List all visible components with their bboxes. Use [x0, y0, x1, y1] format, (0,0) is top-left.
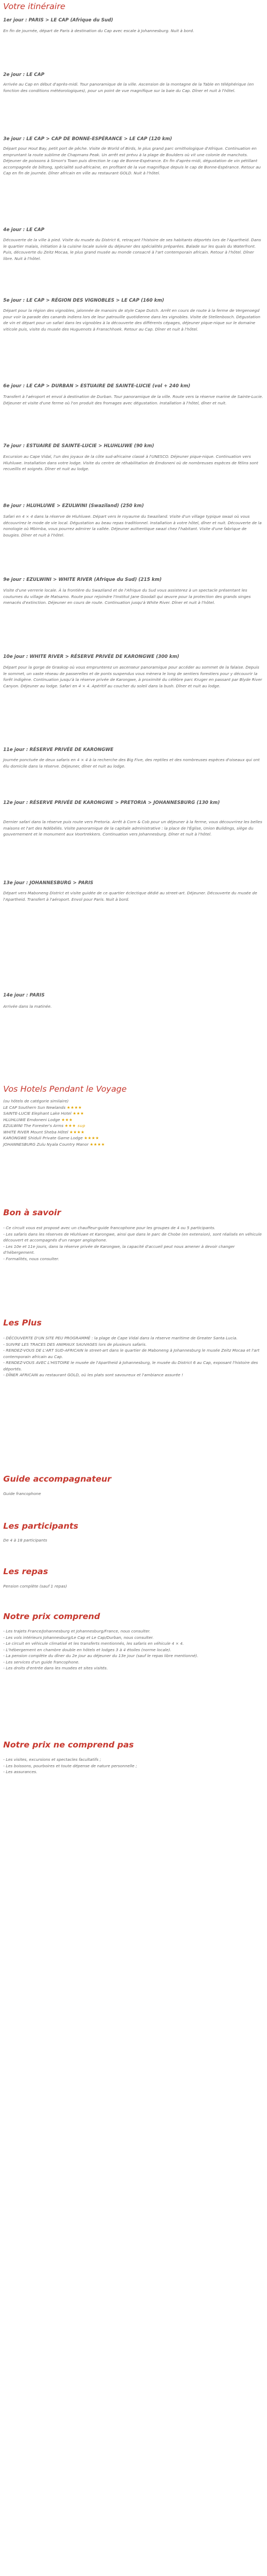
day-5-title: 5e jour : LE CAP > RÉGION DES VIGNOBLES > LE CAP (160 km)	[3, 298, 164, 303]
star-rating-icon: ★★★★	[84, 1136, 99, 1140]
day-11-title: 11e jour : RÉSERVE PRIVÉE DE KARONGWE	[3, 747, 114, 753]
guide-text: Guide francophone	[3, 1491, 41, 1496]
day-1-text: En fin de journée, départ de Paris à destination du Cap avec escale à Johannesburg. Nuit à bord.	[3, 28, 194, 33]
repas-text: Pension complète (sauf 1 repas)	[3, 1584, 67, 1589]
day-7-title: 7e jour : ESTUAIRE DE SAINTE-LUCIE > HLUHLUWE (90 km)	[3, 443, 154, 449]
prix-exclu-item: - Les boissons, pourboires et toute dépense de nature personnelle ;	[3, 1763, 137, 1768]
hotels-intro: (ou hôtels de catégorie similaire)	[3, 1099, 69, 1103]
hotel-name: EZULWINI The Forester's Arms	[3, 1123, 64, 1128]
hotel-name: LE CAP Southern Sun Newlands	[3, 1105, 66, 1110]
prix-item: - Le circuit en véhicule climatisé et les transferts mentionnés, les safaris en véhicule 4 × 4.	[3, 1641, 184, 1646]
day-7-text: Excursion au Cape Vidal, l'un des joyaux de la côte sud-africaine classé à l'UNESCO. Déjeuner pique-nique. Continuation vers Hluhluwe. Installation dans votre lodge. Visite du centre de réhabilitation de Emdoneni où de nombreuses espèces de félins sont recueillis et soignés. Dîner et nuit au lodge.	[3, 454, 258, 471]
prix-comprend-list	[3, 1628, 264, 1672]
prix-ne-comprend-list	[3, 1757, 264, 1775]
star-rating-icon: ★★★	[73, 1111, 84, 1116]
day-12-title: 12e jour : RÉSERVE PRIVÉE DE KARONGWE > PRETORIA > JOHANNESBURG (130 km)	[3, 800, 220, 806]
hotel-item	[3, 1105, 264, 1111]
prix-exclu-item: - Les assurances.	[3, 1769, 37, 1774]
day-12-text: Dernier safari dans la réserve puis route vers Pretoria. Arrêt à Corn & Cob pour un déjeuner à la ferme, vous découvrirez les belles maisons et l'art des Ndébélés. Visite panoramique de la capitale administrative : la place de l'Église, Union Buildings, siège du gouvernement et le monument aux Voortrekkers. Continuation vers Johannesburg. Dîner et nuit à l'hôtel.	[3, 819, 262, 837]
hotel-name: WHITE RIVER Mount Sheba Hôtel	[3, 1129, 68, 1134]
hotel-name: JOHANNESBURG Zulu Nyala Country Manor	[3, 1141, 89, 1147]
itinerary-title: Votre itinéraire	[3, 2, 66, 11]
day-13-text: Départ vers Maboneng District et visite guidée de ce quartier éclectique dédié au street-art. Déjeuner. Découverte du musée de l'Apartheid. Transfert à l'aéroport. Envol pour Paris. Nuit à bord.	[3, 891, 257, 902]
participants-title: Les participants	[3, 1521, 78, 1531]
hotel-name: HLUHLUWE Emdoneni Lodge	[3, 1117, 60, 1122]
info-item: - Les safaris dans les réserves de Hluhluwe et Karongwe, ainsi que dans le parc de Chobe (en extension), sont réalisés en véhicule découvert et accompagnés d'un ranger anglophone.	[3, 1231, 262, 1243]
day-10-text: Départ pour la gorge de Graskop où vous emprunterez un ascenseur panoramique pour accéder au sommet de la falaise. Depuis le sommet, un vaste réseau de passerelles et de ponts suspendus vous mènera le long de sentiers forestiers pour y découvrir la forêt indigène. Continuation jusqu'à la réserve privée de Karongwe, à proximité du célèbre parc Kruger en passant par Blyde River Canyon. Déjeuner au lodge. Safari en 4 × 4. Apéritif au coucher du soleil dans la bush. Dîner et nuit au lodge.	[3, 665, 262, 688]
prix-item: - Les vols intérieurs Johannesburg/Le Cap et Le Cap/Durban, nous consulter.	[3, 1635, 154, 1640]
guide-title: Guide accompagnateur	[3, 1474, 112, 1484]
hotel-item	[3, 1135, 264, 1141]
participants-text: De 4 à 18 participants	[3, 1538, 48, 1543]
day-2-title: 2e jour : LE CAP	[3, 72, 45, 78]
hotels-title: Vos Hotels Pendant le Voyage	[3, 1084, 127, 1094]
day-14-title: 14e jour : PARIS	[3, 993, 45, 998]
day-9-title: 9e jour : EZULWINI > WHITE RIVER (Afrique du Sud) (215 km)	[3, 577, 162, 582]
hotel-item	[3, 1123, 264, 1129]
day-4-text: Découverte de la ville à pied. Visite du musée du District 6, retraçant l'histoire de ses habitants déportés lors de l'Apartheid. Dans le quartier malais, initiation à la cuisine locale suivie du déjeuner des spécialités préparées. Balade sur les quais du Waterfront. Puis, découverte du Zeitz Mocaa, le plus grand musée au monde consacré à l'art contemporain africain. Retour à l'hôtel. Dîner libre. Nuit à l'hôtel.	[3, 237, 261, 261]
day-8-text: Safari en 4 × 4 dans la réserve de Hluhluwe. Départ vers le royaume du Swaziland. Visite d'un village typique swazi où vous découvrirez le mode de vie local. Dégustation au beau repas traditionnel. Installation à votre hôtel, dîner et nuit. Découverte de la nonologie où Mbimba, vous pourrez admirer la vallée. Déjeuner authentique swazi chez l'habitant. Visite d'une fabrique de bougies. Dîner et nuit à l'hôtel.	[3, 514, 262, 538]
star-rating-icon: ★★★★	[69, 1129, 85, 1134]
day-6-title: 6e jour : LE CAP > DURBAN > ESTUAIRE DE SAINTE-LUCIE (vol + 240 km)	[3, 384, 191, 389]
prix-exclu-item: - Les visites, excursions et spectacles facultatifs ;	[3, 1757, 101, 1762]
plus-item: - DÎNER AFRICAIN au restaurant GOLD, où les plats sont savoureux et l'ambiance assurée !	[3, 1373, 183, 1377]
star-rating-icon: ★★★★	[66, 1105, 82, 1110]
prix-item: - Les services d'un guide francophone.	[3, 1659, 80, 1665]
prix-item: - Les trajets France/Johannesburg et Johannesburg/France, nous consulter.	[3, 1629, 151, 1634]
info-item: - Formalités, nous consulter.	[3, 1256, 59, 1261]
info-item: - Les 10e et 11e jours, dans la réserve privée de Karongwe, la capacité d'accueil peut nous amener à devoir changer d'hébergement.	[3, 1244, 235, 1255]
plus-item: - RENDEZ-VOUS AVEC L'HISTOIRE le musée de l'Apartheid à Johannesburg, le musée du District 6 au Cap, exposant l'histoire des déportés.	[3, 1360, 258, 1371]
hotel-item	[3, 1141, 264, 1148]
prix-item: - L'hébergement en chambre double en hôtels et lodges 3 à 4 étoiles (norme locale).	[3, 1647, 171, 1652]
plus-item: - SUIVRE LES TRACES DES ANIMAUX SAUVAGES lors de plusieurs safaris.	[3, 1341, 147, 1347]
hotel-item	[3, 1110, 264, 1117]
hotel-name: KARONGWE Shiduli Private Game Lodge	[3, 1136, 83, 1140]
prix-item: - La pension complète du dîner du 2e jour au déjeuner du 13e jour (sauf le repas libre mentionné).	[3, 1653, 199, 1658]
day-4-title: 4e jour : LE CAP	[3, 227, 45, 233]
star-rating-icon: ★★★ sup	[65, 1123, 85, 1128]
plus-list	[3, 1335, 264, 1378]
day-9-text: Visite d'une verrerie locale. À la frontière du Swaziland et de l'Afrique du Sud vous assisterez à un spectacle présentant les coutumes du village de Matsamo. Route pour rejoindre l'Institut Jane Goodall qui œuvre pour la protection des grands singes menacés d'extinction. Déjeuner en cours de route. Continuation jusqu'à White River. Dîner et nuit à l'hôtel.	[3, 588, 251, 605]
star-rating-icon: ★★★	[61, 1117, 73, 1122]
day-10-title: 10e jour : WHITE RIVER > RÉSERVE PRIVÉE DE KARONGWE (300 km)	[3, 654, 179, 660]
day-14-text: Arrivée dans la matinée.	[3, 1004, 52, 1009]
day-13-title: 13e jour : JOHANNESBURG > PARIS	[3, 880, 93, 886]
info-item: - Ce circuit vous est proposé avec un chauffeur-guide francophone pour les groupes de 4 ou 5 participants.	[3, 1225, 216, 1230]
day-5-text: Départ pour la région des vignobles, jalonnée de manoirs de style Cape Dutch. Arrêt en cours de route à la ferme de Vergenoegd pour voir la parade des canards indiens lors de leur patrouille quotidienne dans les vignobles. Visite de Stellenbosch. Dégustation de vin et départ pour un safari dans les vignobles à la découverte des différents cépages, déjeuner pique-nique sur le domaine viticole puis, visite du musée des Huguenots à Franschhoek. Retour au Cap. Dîner et nuit à l'hôtel.	[3, 308, 261, 332]
prix-comprend-title: Notre prix comprend	[3, 1612, 100, 1621]
day-8-title: 8e jour : HLUHLUWE > EZULWINI (Swaziland) (250 km)	[3, 503, 144, 509]
plus-item: - DÉCOUVERTE D'UN SITE PEU PROGRAMMÉ : la plage de Cape Vidal dans la réserve maritime de Greater Santa Lucia.	[3, 1336, 238, 1340]
plus-item: - RENDEZ-VOUS DE L'ART SUD-AFRICAIN le street-art dans le quartier de Maboneng à Johannesburg le musée Zeitz Mocaa et l'art contemporain africain au Cap.	[3, 1348, 260, 1359]
prix-ne-comprend-title: Notre prix ne comprend pas	[3, 1740, 134, 1750]
repas-title: Les repas	[3, 1567, 48, 1576]
hotel-name: SAINTE-LUCIE Elephant Lake Hotel	[3, 1111, 72, 1116]
day-6-text: Transfert à l'aéroport et envol à destination de Durban. Tour panoramique de la ville. Route vers la réserve marine de Sainte-Lucie. Déjeuner et visite d'une ferme où l'on produit des fromages avec dégustation. Installation à l'hôtel, dîner et nuit.	[3, 394, 263, 405]
hotels-list	[3, 1098, 264, 1147]
hotel-item	[3, 1129, 264, 1136]
day-1-title: 1er jour : PARIS > LE CAP (Afrique du Sud)	[3, 18, 113, 23]
bon-a-savoir-list	[3, 1225, 264, 1262]
hotel-item	[3, 1117, 264, 1123]
star-rating-icon: ★★★★	[90, 1141, 105, 1147]
prix-item: - Les droits d'entrée dans les musées et sites visités.	[3, 1666, 108, 1670]
day-3-title: 3e jour : LE CAP > CAP DE BONNE-ESPÉRANCE > LE CAP (120 km)	[3, 136, 172, 142]
day-11-text: Journée ponctuée de deux safaris en 4 × 4 à la recherche des Big Five, des reptiles et des nombreuses espèces d'oiseaux qui ont élu domicile dans la réserve. Déjeuner, dîner et nuit au lodge.	[3, 757, 260, 769]
day-3-text: Départ pour Hout Bay, petit port de pêche. Visite de World of Birds, le plus grand parc ornithologique d'Afrique. Continuation en empruntant la route sublime de Chapmans Peak. Un arrêt est prévu à la plage de Boulders où vit une colonie de manchots. Déjeuner de poissons à Simon's Town puis direction le cap de Bonne-Espérance. En fin d'après-midi, dégustation de vin pétillant accompagnée de biltong, spécialité sud-africaine, en profitant de la vue magnifique depuis le cap de Bonne-Espérance. Retour au Cap en fin de journée. Dîner africain en ville au restaurant GOLD. Nuit à l'hôtel.	[3, 146, 261, 175]
plus-title: Les Plus	[3, 1318, 42, 1328]
bon-a-savoir-title: Bon à savoir	[3, 1208, 61, 1217]
day-2-text: Arrivée au Cap en début d'après-midi. Tour panoramique de la ville. Ascension de la montagne de la Table en téléphérique (en fonction des conditions météorologiques), pour un point de vue magnifique sur la baie du Cap. Dîner et nuit à l'hôtel.	[3, 82, 254, 93]
